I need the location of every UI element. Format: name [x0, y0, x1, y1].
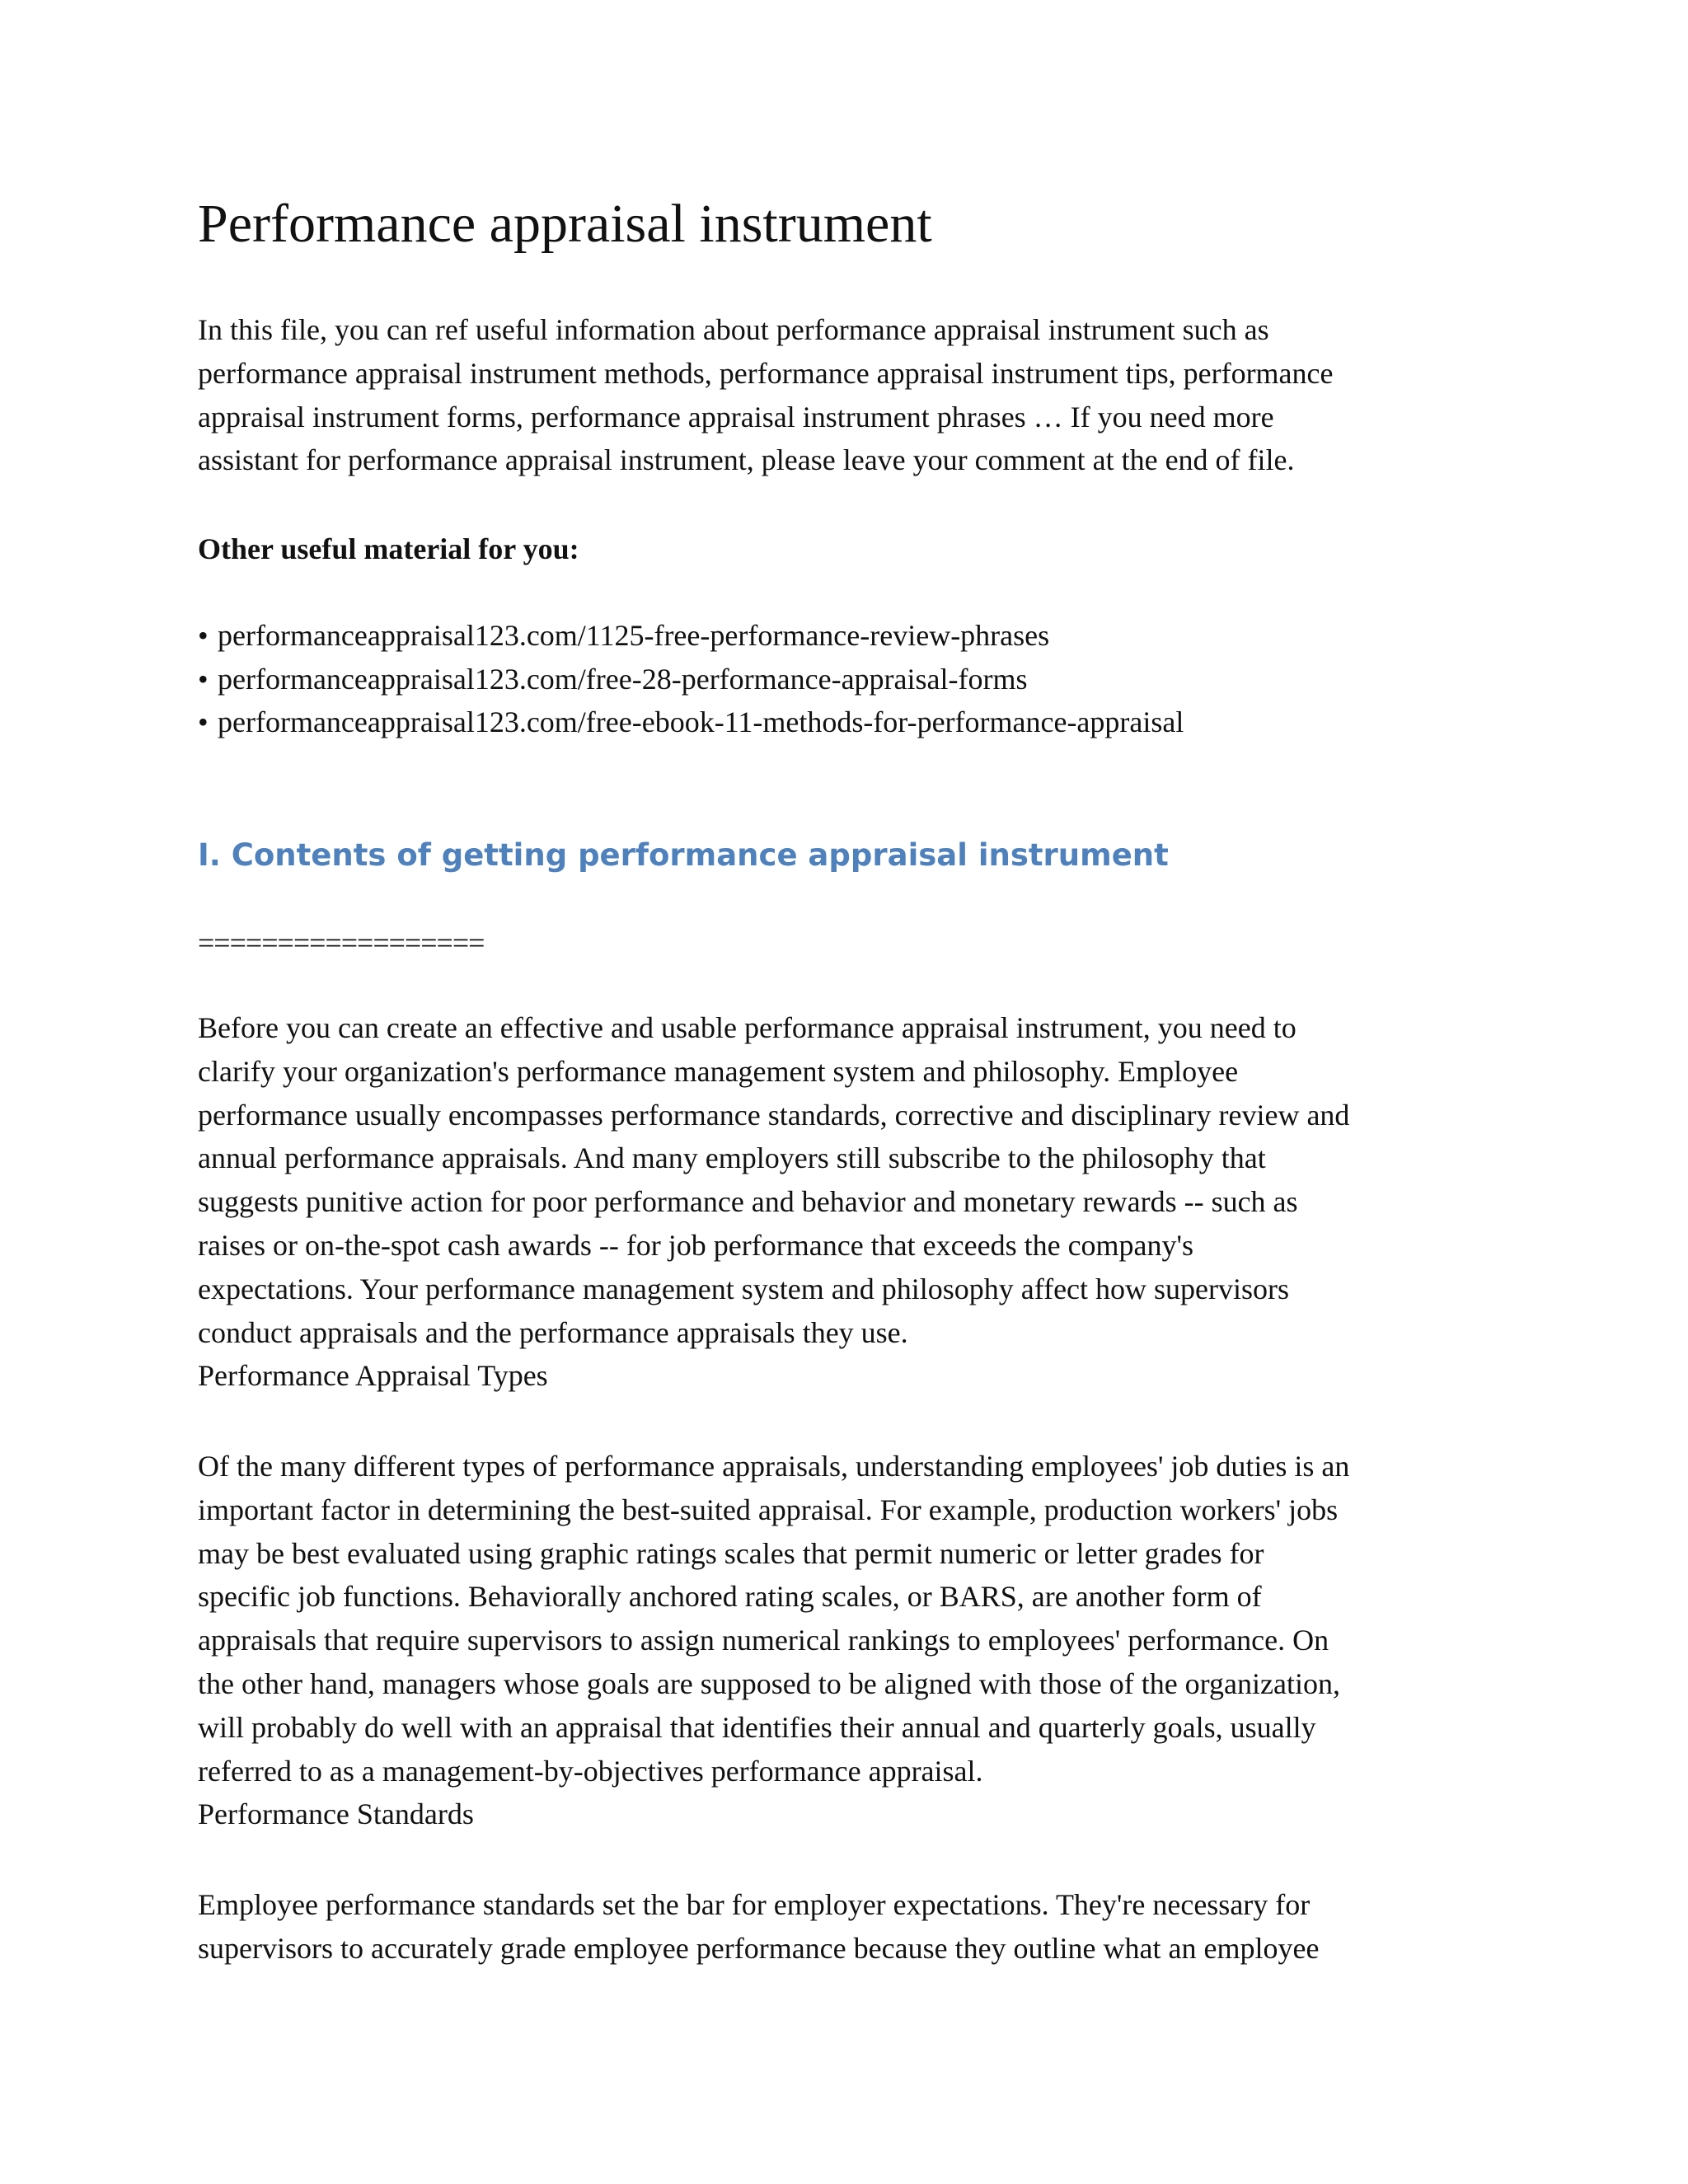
paragraph-line: may be best evaluated using graphic ratings scales that permit numeric or letter grades for — [198, 1536, 1264, 1570]
divider-line: ================== — [198, 926, 485, 959]
paragraph-line: annual performance appraisals. And many employers still subscribe to the philosophy that — [198, 1141, 1266, 1175]
paragraph-line: raises or on-the-spot cash awards -- for job performance that exceeds the company's — [198, 1228, 1194, 1262]
paragraph-line: conduct appraisals and the performance appraisals they use. — [198, 1315, 908, 1349]
paragraph-line: suggests punitive action for poor performance and behavior and monetary rewards -- such as — [198, 1185, 1298, 1219]
paragraph-line: expectations. Your performance management system and philosophy affect how supervisors — [198, 1272, 1290, 1305]
paragraph-line: performance usually encompasses performance standards, corrective and disciplinary review and — [198, 1098, 1350, 1132]
section-heading: I. Contents of getting performance appraisal instrument — [198, 837, 1169, 873]
paragraph-line: Employee performance standards set the bar for employer expectations. They're necessary for — [198, 1888, 1311, 1921]
body-paragraph — [198, 1883, 1500, 1971]
body-paragraph — [198, 1445, 1500, 1836]
intro-paragraph — [198, 308, 1500, 482]
paragraph-line: Of the many different types of performance appraisals, understanding employees' job duties is an — [198, 1450, 1350, 1483]
link-item[interactable] — [198, 701, 1184, 744]
link-list — [198, 614, 1184, 744]
paragraph-line: supervisors to accurately grade employee performance because they outline what an employee — [198, 1931, 1320, 1965]
link-item[interactable] — [198, 614, 1184, 658]
bullet-icon: • — [198, 705, 209, 739]
link-text[interactable]: performanceappraisal123.com/free-28-performance-appraisal-forms — [218, 662, 1028, 696]
other-material-title: Other useful material for you: — [198, 532, 579, 565]
paragraph-line: the other hand, managers whose goals are supposed to be aligned with those of the organization, — [198, 1666, 1340, 1700]
intro-line: assistant for performance appraisal instrument, please leave your comment at the end of file. — [198, 443, 1295, 477]
paragraph-line: appraisals that require supervisors to assign numerical rankings to employees' performance. On — [198, 1624, 1329, 1657]
link-text[interactable]: performanceappraisal123.com/1125-free-performance-review-phrases — [218, 619, 1050, 652]
paragraph-line: specific job functions. Behaviorally anchored rating scales, or BARS, are another form of — [198, 1580, 1262, 1614]
bullet-icon: • — [198, 619, 209, 652]
link-item[interactable] — [198, 658, 1184, 701]
paragraph-line: important factor in determining the best-suited appraisal. For example, production workers' jobs — [198, 1493, 1339, 1526]
intro-line: In this file, you can ref useful information about performance appraisal instrument such as — [198, 313, 1269, 346]
link-text[interactable]: performanceappraisal123.com/free-ebook-11-methods-for-performance-appraisal — [218, 705, 1184, 739]
paragraph-line: referred to as a management-by-objectives performance appraisal. — [198, 1754, 983, 1788]
body-paragraph — [198, 1006, 1500, 1398]
paragraph-line: will probably do well with an appraisal that identifies their annual and quarterly goals, usually — [198, 1710, 1316, 1744]
paragraph-line: clarify your organization's performance management system and philosophy. Employee — [198, 1054, 1239, 1088]
intro-line: appraisal instrument forms, performance appraisal instrument phrases … If you need more — [198, 400, 1274, 434]
intro-line: performance appraisal instrument methods, performance appraisal instrument tips, performance — [198, 356, 1334, 390]
subheading-line: Performance Standards — [198, 1797, 474, 1831]
document-title: Performance appraisal instrument — [198, 194, 932, 254]
bullet-icon: • — [198, 662, 209, 696]
subheading-line: Performance Appraisal Types — [198, 1359, 548, 1393]
paragraph-line: Before you can create an effective and usable performance appraisal instrument, you need to — [198, 1011, 1296, 1044]
